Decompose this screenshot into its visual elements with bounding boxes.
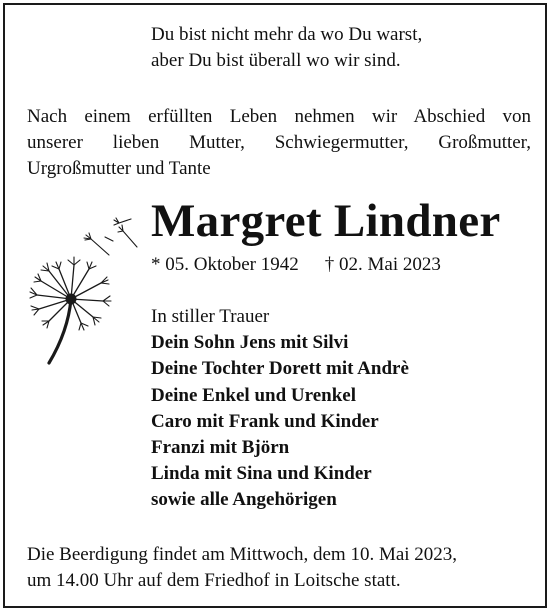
dandelion-icon — [19, 211, 149, 371]
mourner-line: Dein Sohn Jens mit Silvi — [151, 332, 349, 354]
poem-line: aber Du bist überall wo wir sind. — [151, 50, 401, 71]
life-dates — [151, 252, 441, 278]
funeral-line: Die Beerdigung findet am Mittwoch, dem 10. Mai 2023, — [27, 544, 458, 565]
mourner-line: Deine Tochter Dorett mit Andrè — [151, 358, 409, 380]
birth-date: * 05. Oktober 1942 — [151, 254, 299, 275]
poem-line: Du bist nicht mehr da wo Du warst, — [151, 24, 423, 45]
mourner-line: Franzi mit Björn — [151, 437, 290, 459]
mourner-line: Linda mit Sina und Kinder — [151, 463, 372, 485]
intro-line: unserer lieben Mutter, Schwiegermutter, Großmutter, — [27, 132, 531, 153]
funeral-notice — [27, 542, 457, 594]
mourner-line: sowie alle Angehörigen — [151, 489, 337, 511]
death-date: † 02. Mai 2023 — [324, 254, 441, 275]
intro-line: Urgroßmutter und Tante — [27, 158, 211, 179]
mourner-line: Caro mit Frank und Kinder — [151, 410, 379, 432]
intro-line: Nach einem erfüllten Leben nehmen wir Abschied von — [27, 106, 531, 127]
funeral-line: um 14.00 Uhr auf dem Friedhof in Loitsche statt. — [27, 570, 401, 591]
intro-text — [27, 104, 531, 182]
mourners-heading: In stiller Trauer — [151, 306, 270, 327]
mourner-line: Deine Enkel und Urenkel — [151, 384, 356, 406]
poem — [151, 22, 422, 74]
deceased-name: Margret Lindner — [151, 195, 501, 247]
obituary-card — [3, 3, 547, 608]
mourners-list — [151, 304, 409, 514]
